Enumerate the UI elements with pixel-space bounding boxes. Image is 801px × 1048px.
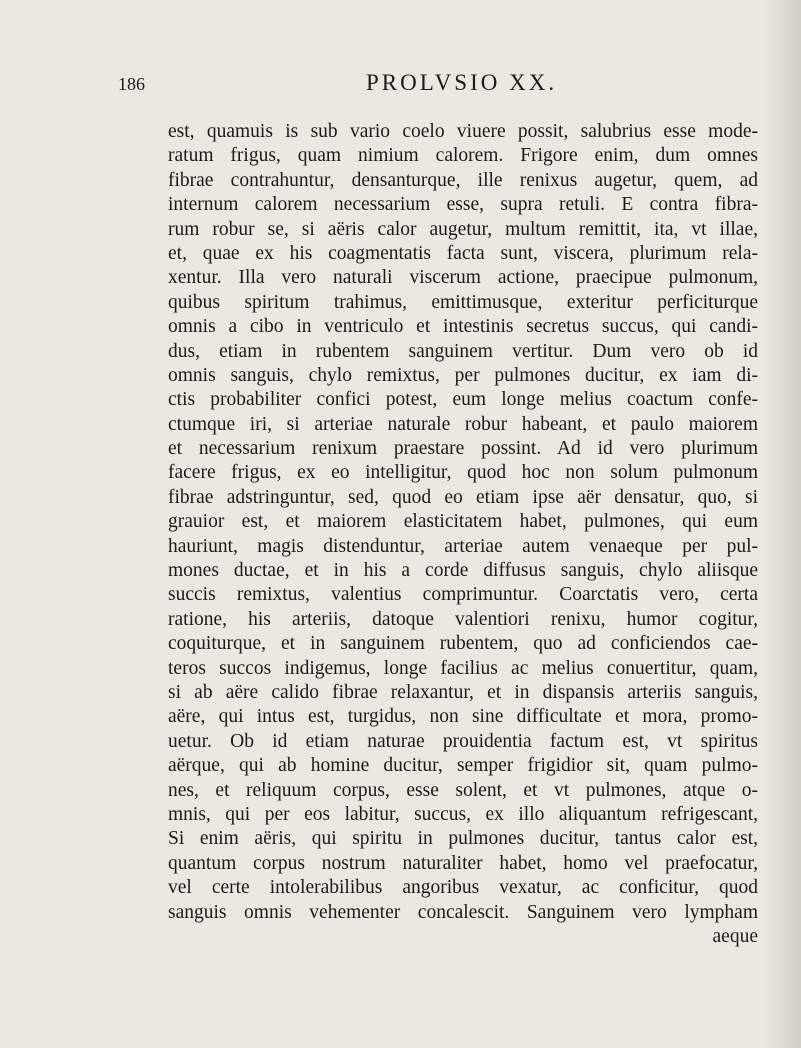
text-line: nes, et reliquum corpus, esse solent, et vt pulmones, atque o- [168,779,758,801]
text-line: omnis a cibo in ventriculo et intestinis secretus succus, qui candi- [168,316,758,338]
text-line: ratum frigus, quam nimium calorem. Frigore enim, dum omnes [168,145,758,167]
text-line: aëre, qui intus est, turgidus, non sine difficultate et mora, promo- [168,706,758,728]
text-line: teros succos indigemus, longe facilius ac melius conuertitur, quam, [168,657,758,679]
text-line: fibrae contrahuntur, densanturque, ille renixus augetur, quem, ad [168,169,758,191]
text-line: Si enim aëris, qui spiritu in pulmones ducitur, tantus calor est, [168,828,758,850]
text-line: omnis sanguis, chylo remixtus, per pulmones ducitur, ex iam di- [168,364,758,386]
text-line: facere frigus, ex eo intelligitur, quod hoc non solum pulmonum [168,462,758,484]
body-text [168,120,758,949]
text-line: est, quamuis is sub vario coelo viuere possit, salubrius esse mode- [168,121,758,142]
page-number: 186 [118,74,145,94]
text-line: succis remixtus, valentius comprimuntur. Coarctatis vero, certa [168,584,758,606]
text-line: si ab aëre calido fibrae relaxantur, et in dispansis arteriis sanguis, [168,681,758,703]
text-line: ctis probabiliter confici potest, eum longe melius coactum confe- [168,389,758,411]
running-head: PROLVSIO XX. [366,70,558,95]
text-line: grauior est, et maiorem elasticitatem habet, pulmones, qui eum [168,511,758,533]
text-line: dus, etiam in rubentem sanguinem vertitur. Dum vero ob id [168,340,758,362]
text-line: aërque, qui ab homine ducitur, semper frigidior sit, quam pulmo- [168,755,758,777]
text-line: hauriunt, magis distenduntur, arteriae autem venaeque per pul- [168,535,758,557]
page-header [118,58,758,98]
text-line: rum robur se, si aëris calor augetur, multum remittit, ita, vt illae, [168,218,758,240]
text-line: mones ductae, et in his a corde diffusus sanguis, chylo aliisque [168,560,758,582]
text-line: fibrae adstringuntur, sed, quod eo etiam ipse aër densatur, quo, si [168,486,758,508]
text-line: et necessarium renixum praestare possint. Ad id vero plurimum [168,438,758,460]
text-line: internum calorem necessarium esse, supra retuli. E contra fibra- [168,194,758,216]
text-line: quantum corpus nostrum naturaliter habet, homo vel praefocatur, [168,852,758,874]
text-line: vel certe intolerabilibus angoribus vexatur, ac conficitur, quod [168,877,758,899]
catchword: aeque [712,925,758,947]
page-edge-shadow [765,0,801,1048]
text-line: quibus spiritum trahimus, emittimusque, exteritur perficiturque [168,291,758,313]
text-line: sanguis omnis vehementer concalescit. Sanguinem vero lympham [168,901,758,923]
text-line: ratione, his arteriis, datoque valentiori renixu, humor cogitur, [168,608,758,630]
text-line: mnis, qui per eos labitur, succus, ex illo aliquantum refrigescant, [168,803,758,825]
text-line: coquiturque, et in sanguinem rubentem, quo ad conficiendos cae- [168,633,758,655]
text-line: et, quae ex his coagmentatis facta sunt, viscera, plurimum rela- [168,242,758,264]
text-line: ctumque iri, si arteriae naturale robur habeant, et paulo maiorem [168,413,758,435]
text-line: uetur. Ob id etiam naturae prouidentia factum est, vt spiritus [168,730,758,752]
text-line: xentur. Illa vero naturali viscerum actione, praecipue pulmonum, [168,267,758,289]
